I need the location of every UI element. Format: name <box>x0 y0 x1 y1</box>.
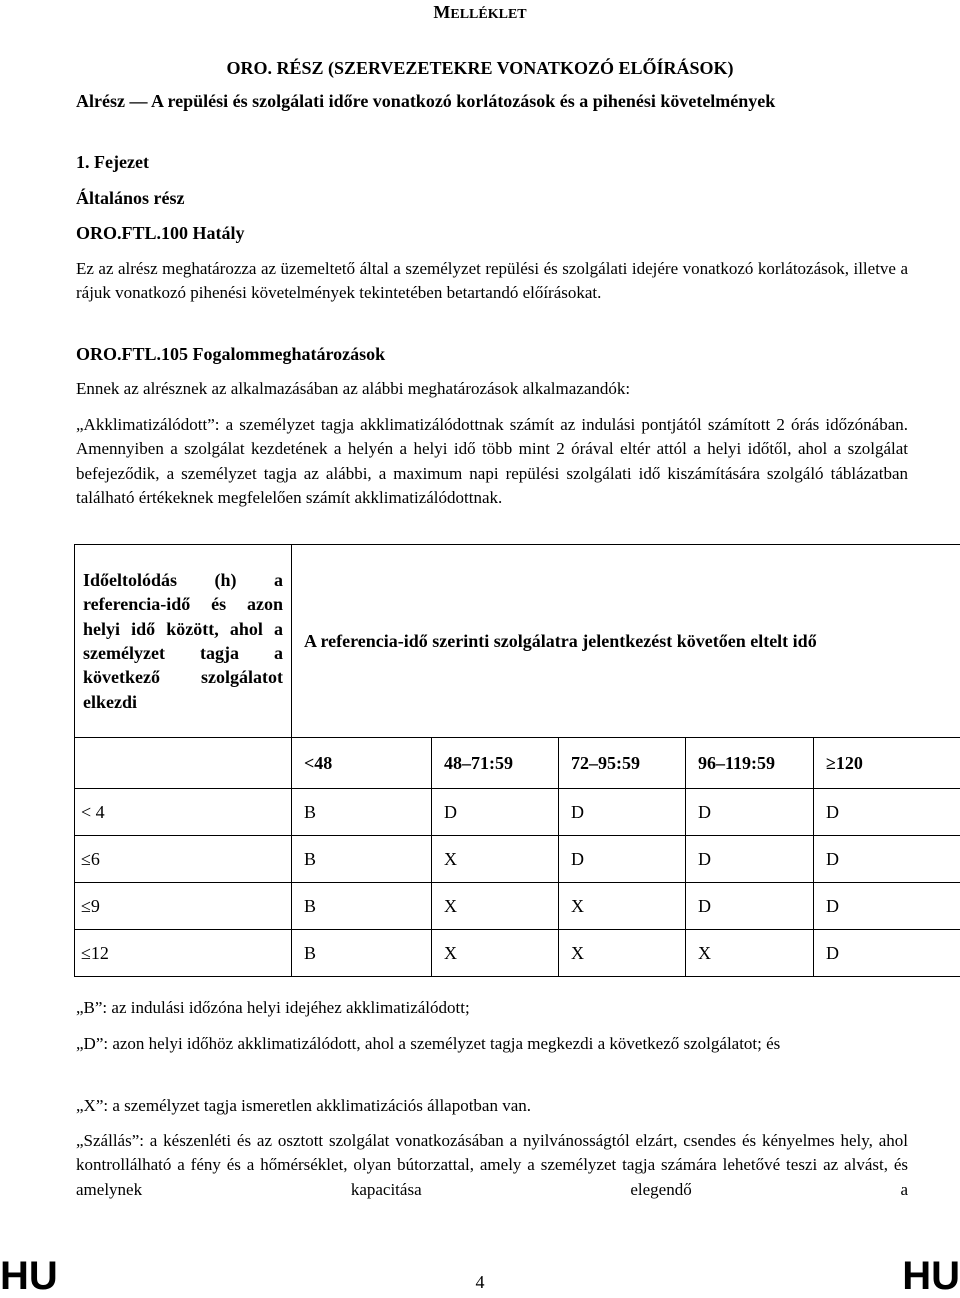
table-cell: D <box>814 930 960 977</box>
table-cell: X <box>686 930 814 977</box>
table-left-header: Időeltolódás (h) a referencia-idő és azon helyi idő között, ahol a személyzet tagja a következő szolgálatot elkezdi <box>75 545 292 738</box>
column-header: 48–71:59 <box>432 738 559 789</box>
table-cell: D <box>814 789 960 836</box>
legend-x: „X”: a személyzet tagja ismeretlen akklimatizációs állapotban van. <box>76 1094 908 1118</box>
definition-acclimatised: „Akklimatizálódott”: a személyzet tagja akklimatizálódottnak számít az indulási pontjától számított 2 órás időzónában. Amennyiben a szolgálat kezdetének a helyén a helyi idő több mint 2 órával eltér attól a helyi időtől, ahol a szolgálat befejeződik, a személyzet tagja az alábbi, a maximum napi repülési szolgálati idő kiszámítására szolgáló táblázatban található értékeknek megfelelően számít akklimatizálódottnak. <box>76 413 908 510</box>
table-cell: X <box>432 836 559 883</box>
page-number: 4 <box>0 1272 960 1293</box>
column-header: <48 <box>292 738 432 789</box>
table-row <box>75 930 960 977</box>
table-column-header-row <box>75 738 960 789</box>
section-105-title: ORO.FTL.105 Fogalommeghatározások <box>76 343 385 365</box>
footer-country-left: HU <box>0 1254 58 1298</box>
table-cell: X <box>559 883 686 930</box>
table-row <box>75 836 960 883</box>
column-header: 72–95:59 <box>559 738 686 789</box>
annex-label <box>0 2 960 23</box>
table-cell: D <box>686 789 814 836</box>
table-right-header: A referencia-idő szerinti szolgálatra jelentkezést követően eltelt idő <box>292 545 960 738</box>
table-cell: D <box>686 883 814 930</box>
section-100-title: ORO.FTL.100 Hatály <box>76 222 245 244</box>
table-cell: X <box>432 930 559 977</box>
annex-label-initial: M <box>433 2 450 22</box>
subpart-title: Alrész — A repülési és szolgálati időre vonatkozó korlátozások és a pihenési követelmények <box>76 89 908 114</box>
chapter-title: Általános rész <box>76 187 184 209</box>
part-title: ORO. RÉSZ (SZERVEZETEKRE VONATKOZÓ ELŐÍRÁSOK) <box>0 57 960 79</box>
section-105-intro: Ennek az alrésznek az alkalmazásában az alábbi meghatározások alkalmazandók: <box>76 377 908 401</box>
table-cell: B <box>292 836 432 883</box>
table-cell: D <box>686 836 814 883</box>
table-empty-corner <box>75 738 292 789</box>
table-cell: D <box>814 836 960 883</box>
annex-label-rest: ELLÉKLET <box>450 7 526 22</box>
table-cell: D <box>559 789 686 836</box>
chapter-number: 1. Fejezet <box>76 151 149 173</box>
row-label: ≤6 <box>75 836 292 883</box>
table-cell: D <box>559 836 686 883</box>
table-cell: D <box>432 789 559 836</box>
acclimatisation-table <box>74 544 960 977</box>
legend-b: „B”: az indulási időzóna helyi idejéhez akklimatizálódott; <box>76 996 908 1020</box>
legend-d: „D”: azon helyi időhöz akklimatizálódott, ahol a személyzet tagja megkezdi a következő szolgálatot; és <box>76 1032 908 1056</box>
table-cell: B <box>292 789 432 836</box>
section-100-body: Ez az alrész meghatározza az üzemeltető által a személyzet repülési és szolgálati idejére vonatkozó korlátozások, illetve a rájuk vonatkozó pihenési követelmények tekintetében betartandó előírásokat. <box>76 257 908 306</box>
row-label: ≤12 <box>75 930 292 977</box>
row-label: ≤9 <box>75 883 292 930</box>
row-label: < 4 <box>75 789 292 836</box>
footer-country-right: HU <box>902 1254 960 1298</box>
column-header: 96–119:59 <box>686 738 814 789</box>
table-cell: D <box>814 883 960 930</box>
table-row <box>75 883 960 930</box>
table-cell: B <box>292 930 432 977</box>
table-cell: X <box>432 883 559 930</box>
table-header-row <box>75 545 960 738</box>
column-header: ≥120 <box>814 738 960 789</box>
table-row <box>75 789 960 836</box>
table-cell: X <box>559 930 686 977</box>
definition-accommodation: „Szállás”: a készenléti és az osztott szolgálat vonatkozásában a nyilvánosságtól elzárt, csendes és kényelmes hely, ahol kontrollálható a fény és a hőmérséklet, olyan bútorzattal, amely a személyzet tagja számára lehetővé teszi az alvást, és amelynek kapacitása elegendő a <box>76 1129 908 1226</box>
table-cell: B <box>292 883 432 930</box>
